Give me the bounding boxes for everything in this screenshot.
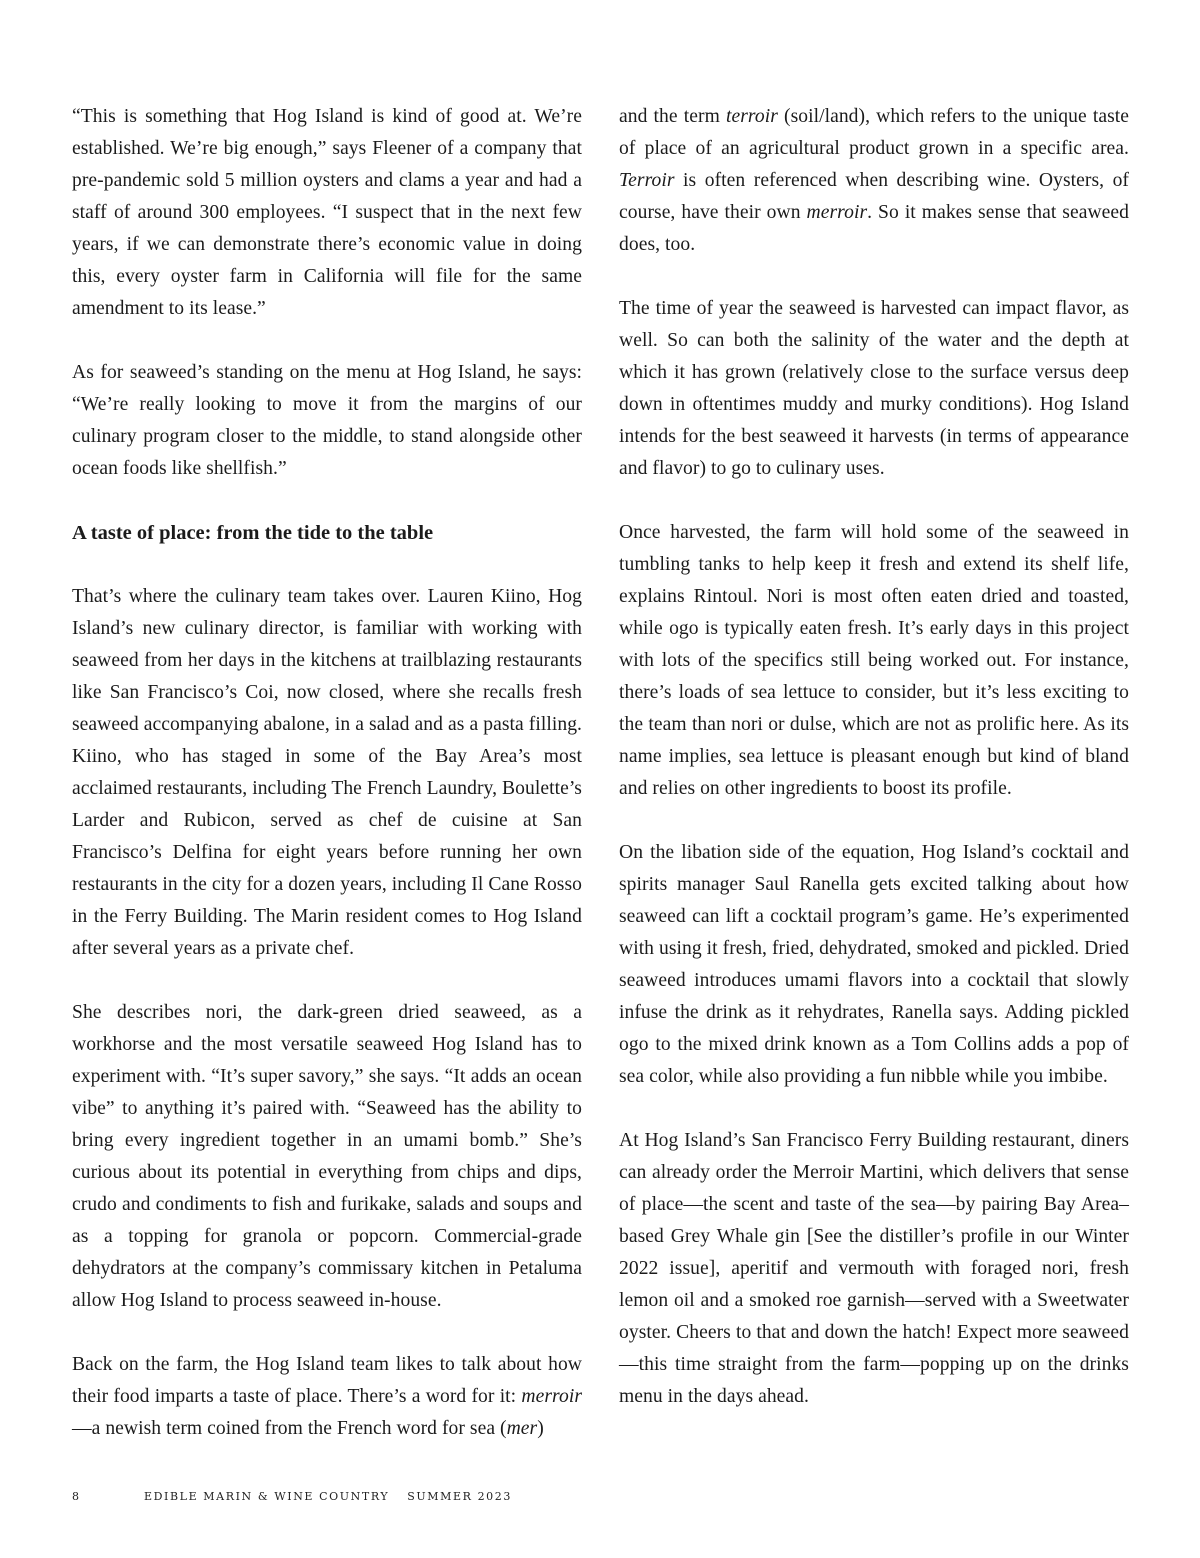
text-run: Back on the farm, the Hog Island team likes to talk about how their food imparts a taste of place. There’s a word for it: [72, 1354, 582, 1407]
article-paragraph: At Hog Island’s San Francisco Ferry Building restaurant, diners can already order the Merroir Martini, which delivers that sense of place—the scent and taste of the sea—by pairing Bay Area–based Grey Whale gin [See the distiller’s profile in our Winter 2022 issue], aperitif and vermouth with foraged nori, fresh lemon oil and a smoked roe garnish—served with a Sweetwater oyster. Cheers to that and down the hatch! Expect more seaweed—this time straight from the farm—popping up on the drinks menu in the days ahead. [619, 1130, 1129, 1407]
italic-term: merroir [806, 202, 868, 223]
italic-term: terroir [726, 106, 778, 127]
article-paragraph: She describes nori, the dark-green dried seaweed, as a workhorse and the most versatile seaweed Hog Island has to experiment with. “It’s super savory,” she says. “It adds an ocean vibe” to anything it’s paired with. “Seaweed has the ability to bring every ingredient together in an umami bomb.” She’s curious about its potential in everything from chips and dips, crudo and condiments to fish and furikake, salads and soups and as a topping for granola or popcorn. Commercial-grade dehydrators at the company’s commissary kitchen in Petaluma allow Hog Island to process seaweed in-house. [72, 1002, 582, 1311]
text-run: ) [537, 1418, 544, 1439]
text-run: . So it makes sense that seaweed does, too. [619, 202, 1129, 255]
article-paragraph: The time of year the seaweed is harvested can impact flavor, as well. So can both the salinity of the water and the depth at which it has grown (relatively close to the surface versus deep down in oftentimes muddy and murky conditions). Hog Island intends for the best seaweed it harvests (in terms of appearance and flavor) to go to culinary uses. [619, 298, 1129, 479]
article-column-right [619, 101, 1129, 1413]
page-number: 8 [72, 1490, 81, 1503]
text-run: and the term [619, 106, 726, 127]
article-paragraph [72, 1349, 582, 1445]
italic-term: Terroir [619, 170, 675, 191]
publication-name: EDIBLE MARIN & WINE COUNTRY [144, 1490, 390, 1503]
text-run: (soil/land), which refers to the unique taste of place of an agricultural product grown in a specific area. [619, 106, 1129, 159]
issue-date: SUMMER 2023 [407, 1490, 512, 1503]
page-footer [72, 1490, 512, 1503]
italic-term: mer [506, 1418, 538, 1439]
article-paragraph: That’s where the culinary team takes over. Lauren Kiino, Hog Island’s new culinary director, is familiar with working with seaweed from her days in the kitchens at trailblazing restaurants like San Francisco’s Coi, now closed, where she recalls fresh seaweed accompanying abalone, in a salad and as a pasta filling. Kiino, who has staged in some of the Bay Area’s most acclaimed restaurants, including The French Laundry, Boulette’s Larder and Rubicon, served as chef de cuisine at San Francisco’s Delfina for eight years before running her own restaurants in the city for a dozen years, including Il Cane Rosso in the Ferry Building. The Marin resident comes to Hog Island after several years as a private chef. [72, 586, 582, 959]
article-paragraph: “This is something that Hog Island is kind of good at. We’re established. We’re big enough,” says Fleener of a company that pre-pandemic sold 5 million oysters and clams a year and had a staff of around 300 employees. “I suspect that in the next few years, if we can demonstrate there’s economic value in doing this, every oyster farm in California will file for the same amendment to its lease.” [72, 106, 582, 319]
article-paragraph: As for seaweed’s standing on the menu at Hog Island, he says: “We’re really looking to move it from the margins of our culinary program closer to the middle, to stand alongside other ocean foods like shellfish.” [72, 362, 582, 479]
text-run: —a newish term coined from the French word for sea ( [72, 1418, 507, 1439]
article-column-left [72, 101, 582, 1445]
article-paragraph [619, 101, 1129, 261]
section-subheading: A taste of place: from the tide to the table [72, 522, 434, 544]
italic-term: merroir [521, 1386, 582, 1407]
article-paragraph: On the libation side of the equation, Hog Island’s cocktail and spirits manager Saul Ranella gets excited talking about how seaweed can lift a cocktail program’s game. He’s experimented with using it fresh, fried, dehydrated, smoked and pickled. Dried seaweed introduces umami flavors into a cocktail that slowly infuse the drink as it rehydrates, Ranella says. Adding pickled ogo to the mixed drink known as a Tom Collins adds a pop of sea color, while also providing a fun nibble while you imbibe. [619, 842, 1129, 1087]
article-paragraph: Once harvested, the farm will hold some of the seaweed in tumbling tanks to help keep it fresh and extend its shelf life, explains Rintoul. Nori is most often eaten dried and toasted, while ogo is typically eaten fresh. It’s early days in this project with lots of the specifics still being worked out. For instance, there’s loads of sea lettuce to consider, but it’s less exciting to the team than nori or dulse, which are not as prolific here. As its name implies, sea lettuce is pleasant enough but kind of bland and relies on other ingredients to boost its profile. [619, 522, 1129, 799]
text-run: is often referenced when describing wine. Oysters, of course, have their own [619, 170, 1129, 223]
